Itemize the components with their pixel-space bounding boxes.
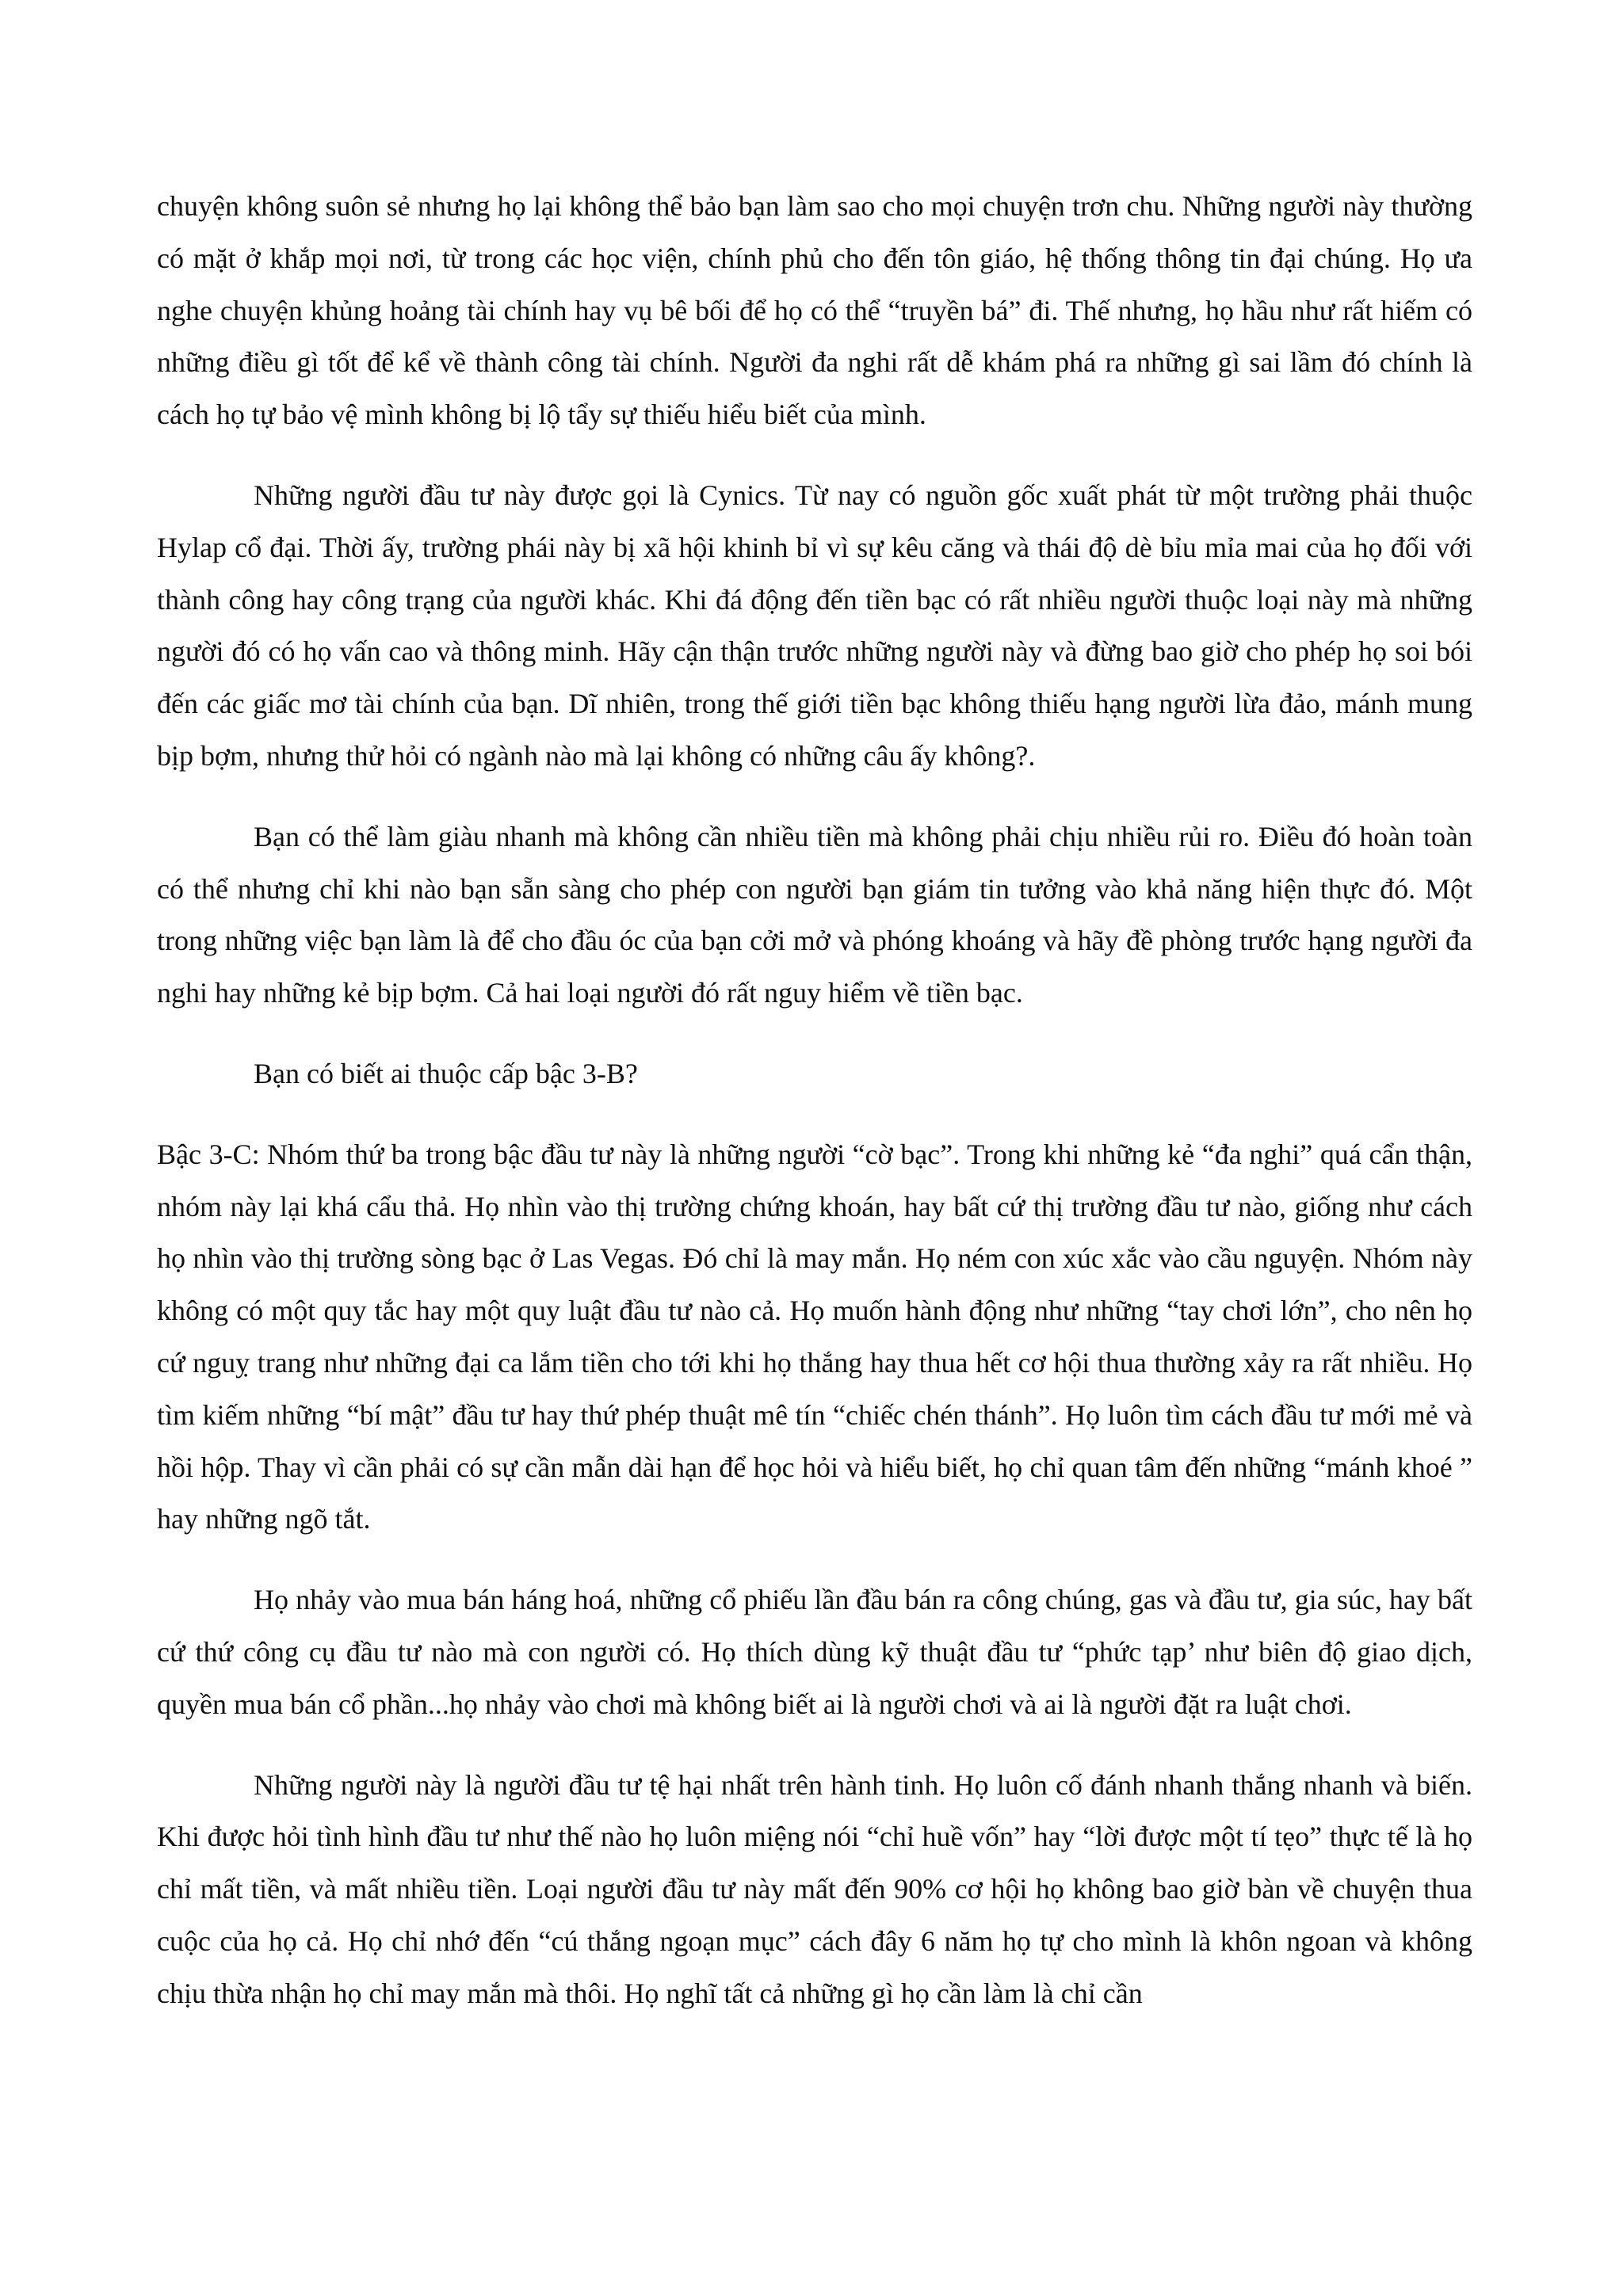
paragraph-7: Những người này là người đầu tư tệ hại nhất trên hành tinh. Họ luôn cố đánh nhanh thắng nhanh và biến. Khi được hỏi tình hình đầu tư như thế nào họ luôn miệng nói “chỉ huề vốn” hay “lời được một tí tẹo” thực tế là họ chỉ mất tiền, và mất nhiều tiền. Loại người đầu tư này mất đến 90% cơ hội họ không bao giờ bàn về chuyện thua cuộc của họ cả. Họ chỉ nhớ đến “cú thắng ngoạn mục” cách đây 6 năm họ tự cho mình là khôn ngoan và không chịu thừa nhận họ chỉ may mắn mà thôi. Họ nghĩ tất cả những gì họ cần làm là chỉ cần <box>157 1768 1472 2009</box>
document-page <box>157 181 1472 2049</box>
paragraph-2: Những người đầu tư này được gọi là Cynics. Từ nay có nguồn gốc xuất phát từ một trường phải thuộc Hylap cổ đại. Thời ấy, trường phái này bị xã hội khinh bỉ vì sự kêu căng và thái độ dè bỉu mỉa mai của họ đối với thành công hay công trạng của người khác. Khi đá động đến tiền bạc có rất nhiều người thuộc loại này mà những người đó có họ vấn cao và thông minh. Hãy cận thận trước những người này và đừng bao giờ cho phép họ soi bói đến các giấc mơ tài chính của bạn. Dĩ nhiên, trong thế giới tiền bạc không thiếu hạng người lừa đảo, mánh mung bịp bợm, nhưng thử hỏi có ngành nào mà lại không có những câu ấy không?. <box>157 479 1472 772</box>
paragraph-4: Bạn có biết ai thuộc cấp bậc 3-B? <box>254 1057 638 1089</box>
paragraph-3: Bạn có thể làm giàu nhanh mà không cần nhiều tiền mà không phải chịu nhiều rủi ro. Điều đó hoàn toàn có thể nhưng chỉ khi nào bạn sẵn sàng cho phép con người bạn giám tin tưởng vào khả năng hiện thực đó. Một trong những việc bạn làm là để cho đầu óc của bạn cởi mở và phóng khoáng và hãy đề phòng trước hạng người đa nghi hay những kẻ bịp bợm. Cả hai loại người đó rất nguy hiểm về tiền bạc. <box>157 820 1472 1009</box>
paragraph-5: Bậc 3-C: Nhóm thứ ba trong bậc đầu tư này là những người “cờ bạc”. Trong khi những kẻ “đa nghi” quá cẩn thận, nhóm này lại khá cẩu thả. Họ nhìn vào thị trường chứng khoán, hay bất cứ thị trường đầu tư nào, giống như cách họ nhìn vào thị trường sòng bạc ở Las Vegas. Đó chỉ là may mắn. Họ ném con xúc xắc vào cầu nguyện. Nhóm này không có một quy tắc hay một quy luật đầu tư nào cả. Họ muốn hành động như những “tay chơi lớn”, cho nên họ cứ nguỵ trang như những đại ca lắm tiền cho tới khi họ thắng hay thua hết cơ hội thua thường xảy ra rất nhiều. Họ tìm kiếm những “bí mật” đầu tư hay thứ phép thuật mê tín “chiếc chén thánh”. Họ luôn tìm cách đầu tư mới mẻ và hồi hộp. Thay vì cần phải có sự cần mẫn dài hạn để học hỏi và hiểu biết, họ chỉ quan tâm đến những “mánh khoé ” hay những ngõ tắt. <box>157 1138 1472 1535</box>
paragraph-1: chuyện không suôn sẻ nhưng họ lại không thể bảo bạn làm sao cho mọi chuyện trơn chu. Những người này thường có mặt ở khắp mọi nơi, từ trong các học viện, chính phủ cho đến tôn giáo, hệ thống thông tin đại chúng. Họ ưa nghe chuyện khủng hoảng tài chính hay vụ bê bối để họ có thể “truyền bá” đi. Thế nhưng, họ hầu như rất hiếm có những điều gì tốt để kể về thành công tài chính. Người đa nghi rất dễ khám phá ra những gì sai lầm đó chính là cách họ tự bảo vệ mình không bị lộ tẩy sự thiếu hiểu biết của mình. <box>157 190 1472 431</box>
paragraph-6: Họ nhảy vào mua bán háng hoá, những cổ phiếu lần đầu bán ra công chúng, gas và đầu tư, gia súc, hay bất cứ thứ công cụ đầu tư nào mà con người có. Họ thích dùng kỹ thuật đầu tư “phức tạp’ như biên độ giao dịch, quyền mua bán cổ phần...họ nhảy vào chơi mà không biết ai là người chơi và ai là người đặt ra luật chơi. <box>157 1584 1472 1720</box>
